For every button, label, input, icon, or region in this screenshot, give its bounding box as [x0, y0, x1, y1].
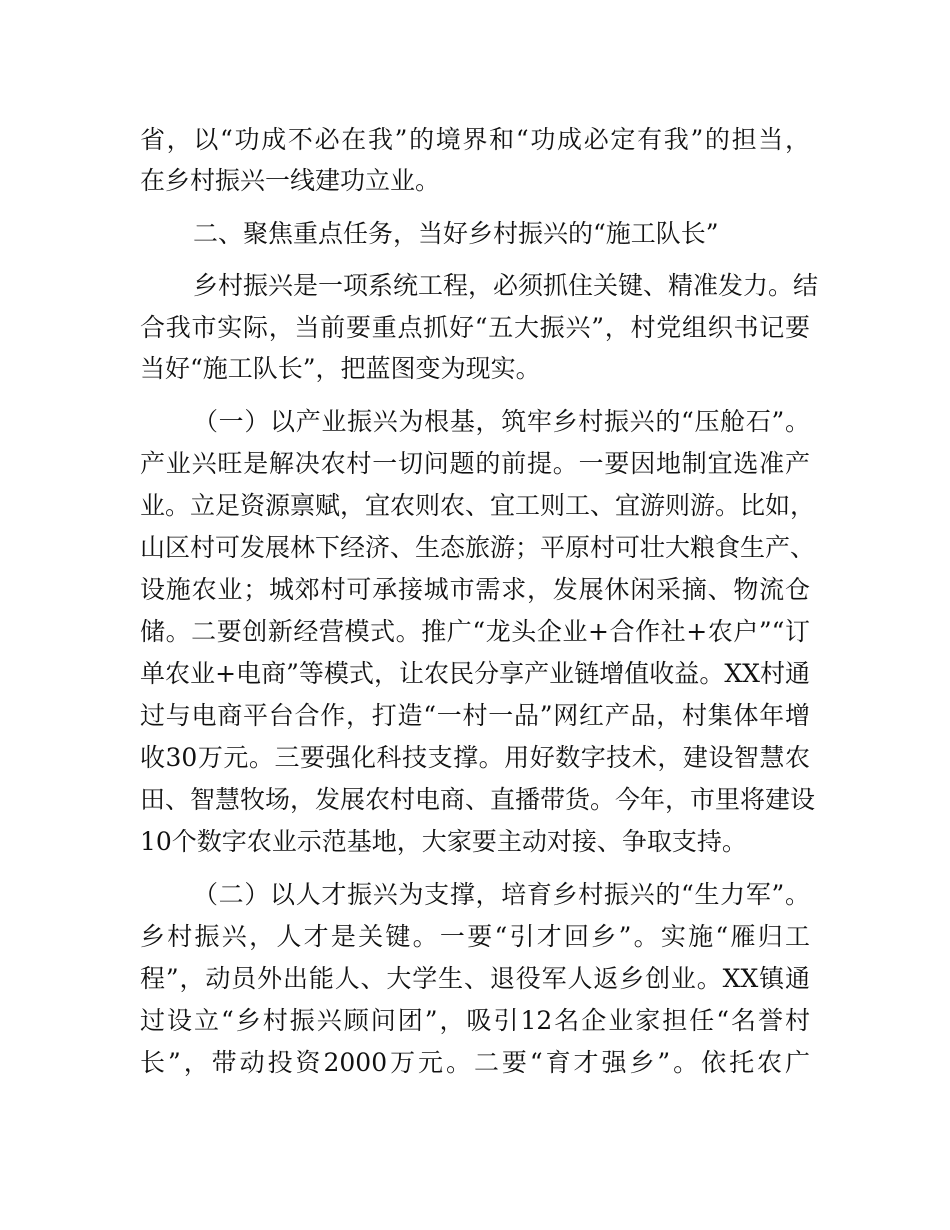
text-line: 当好“施工队长”，把蓝图变为现实。: [140, 354, 541, 383]
text-line: 过设立“乡村振兴顾问团”，吸引12名企业家担任“名誉村: [140, 1006, 810, 1035]
text-line: 程”，动员外出能人、大学生、退役军人返乡创业。XX镇通: [140, 964, 810, 993]
subsection-heading: （二）以人才振兴为支撑，培育乡村振兴的“生力军”。: [193, 880, 810, 909]
text-line: 10个数字农业示范基地，大家要主动对接、争取支持。: [140, 827, 747, 856]
text-line: 过与电商平台合作，打造“一村一品”网红产品，村集体年增: [140, 701, 810, 730]
text-line: 收30万元。三要强化科技支撑。用好数字技术，建设智慧农: [140, 743, 810, 772]
text-line: 田、智慧牧场，发展农村电商、直播带货。今年，市里将建设: [140, 785, 816, 814]
text-line: 乡村振兴，人才是关键。一要“引才回乡”。实施“雁归工: [140, 922, 810, 951]
text-line: 在乡村振兴一线建功立业。: [140, 166, 441, 195]
text-line: 合我市实际，当前要重点抓好“五大振兴”，村党组织书记要: [140, 313, 810, 342]
text-line: 储。二要创新经营模式。推广“龙头企业+合作社+农户”“订: [140, 617, 810, 646]
text-line: 山区村可发展林下经济、生态旅游；平原村可壮大粮食生产、: [140, 533, 816, 562]
text-line: 长”，带动投资2000万元。二要“育才强乡”。依托农广: [140, 1048, 810, 1077]
text-line: 单农业+电商”等模式，让农民分享产业链增值收益。XX村通: [140, 659, 810, 688]
text-line: 产业兴旺是解决农村一切问题的前提。一要因地制宜选准产: [140, 449, 810, 478]
text-line: 省，以“功成不必在我”的境界和“功成必定有我”的担当，: [140, 125, 810, 154]
text-line: 设施农业；城郊村可承接城市需求，发展休闲采摘、物流仓: [140, 575, 810, 604]
subsection-heading: （一）以产业振兴为根基，筑牢乡村振兴的“压舱石”。: [193, 407, 810, 436]
text-line: 乡村振兴是一项系统工程，必须抓住关键、精准发力。结: [193, 271, 819, 300]
text-line: 业。立足资源禀赋，宜农则农、宜工则工、宜游则游。比如，: [140, 491, 816, 520]
section-heading: 二、聚焦重点任务，当好乡村振兴的“施工队长”: [193, 219, 719, 248]
